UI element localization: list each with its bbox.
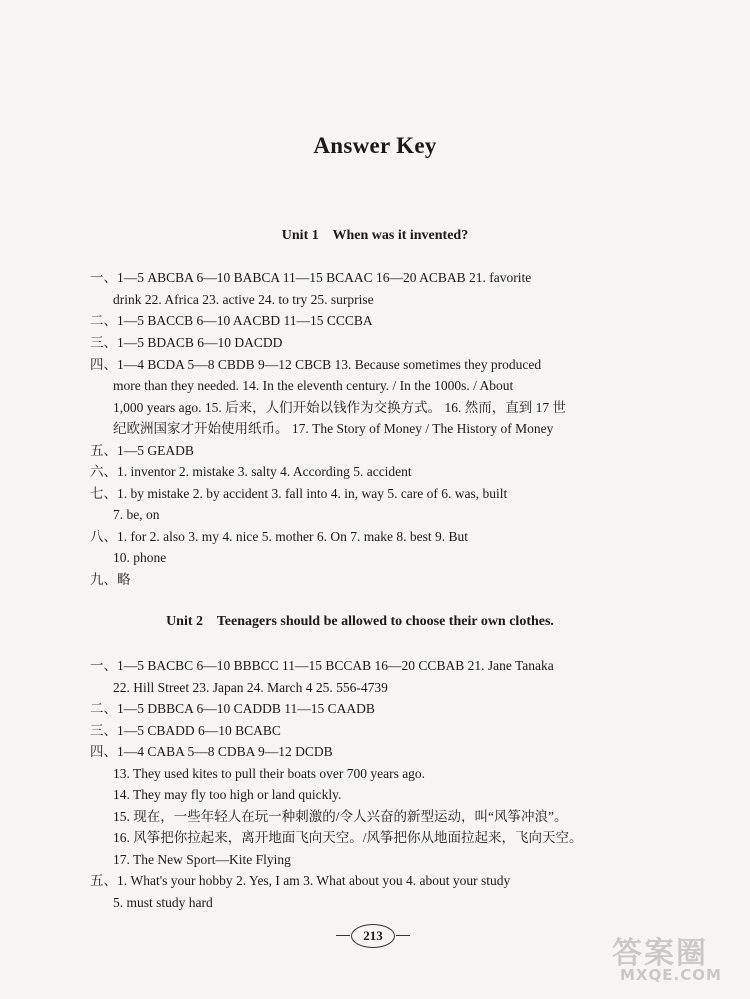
unit1-line: 二、1—5 BACCB 6—10 AACBD 11—15 CCCBA [90, 313, 373, 328]
unit2-line: 三、1—5 CBADD 6—10 BCABC [90, 723, 281, 738]
unit1-line: more than they needed. 14. In the eleventh century. / In the 1000s. / About [113, 378, 514, 393]
unit1-line: 九、略 [90, 572, 131, 587]
unit1-line: 一、1—5 ABCBA 6—10 BABCA 11—15 BCAAC 16—20 ACBAB 21. favorite [90, 270, 532, 285]
unit1-line: 七、1. by mistake 2. by accident 3. fall into 4. in, way 5. care of 6. was, built [90, 486, 508, 501]
unit2-line: 5. must study hard [113, 895, 213, 910]
page-number: 213 [351, 924, 395, 948]
watermark-url: MXQE.COM [620, 966, 722, 984]
unit1-line: 四、1—4 BCDA 5—8 CBDB 9—12 CBCB 13. Because sometimes they produced [90, 357, 542, 372]
unit1-line: 三、1—5 BDACB 6—10 DACDD [90, 335, 283, 350]
unit1-line: 10. phone [113, 550, 167, 565]
watermark-logo [612, 928, 737, 988]
unit2-line: 17. The New Sport—Kite Flying [113, 852, 291, 867]
unit2-line: 13. They used kites to pull their boats over 700 years ago. [113, 766, 426, 781]
unit1-line: 纪欧洲国家才开始使用纸币。 17. The Story of Money / The History of Money [113, 421, 554, 436]
unit1-line: drink 22. Africa 23. active 24. to try 25. surprise [113, 292, 374, 307]
page-title: Answer Key [313, 133, 437, 158]
unit2-line: 五、1. What's your hobby 2. Yes, I am 3. What about you 4. about your study [90, 873, 511, 888]
unit2-line: 14. They may fly too high or land quickly. [113, 787, 342, 802]
unit2-line: 16. 风筝把你拉起来，离开地面飞向天空。/风筝把你从地面拉起来，飞向天空。 [113, 830, 583, 845]
unit1-line: 五、1—5 GEADB [90, 443, 194, 458]
unit2-line: 四、1—4 CABA 5—8 CDBA 9—12 DCDB [90, 744, 333, 759]
unit-2-heading: Unit 2 Teenagers should be allowed to choose their own clothes. [166, 614, 554, 629]
unit2-line: 二、1—5 DBBCA 6—10 CADDB 11—15 CAADB [90, 701, 375, 716]
unit1-line: 八、1. for 2. also 3. my 4. nice 5. mother 6. On 7. make 8. best 9. But [90, 529, 468, 544]
unit2-line: 一、1—5 BACBC 6—10 BBBCC 11—15 BCCAB 16—20 CCBAB 21. Jane Tanaka [90, 658, 554, 673]
watermark-glyphs: 答案圈 [612, 936, 708, 971]
unit2-line: 22. Hill Street 23. Japan 24. March 4 25. 556-4739 [113, 680, 388, 695]
unit1-line: 六、1. inventor 2. mistake 3. salty 4. According 5. accident [90, 464, 412, 479]
unit1-line: 7. be, on [113, 507, 160, 522]
unit-1-heading: Unit 1 When was it invented? [281, 228, 469, 243]
unit2-line: 15. 现在，一些年轻人在玩一种刺激的/令人兴奋的新型运动，叫“风筝冲浪”。 [113, 809, 568, 824]
unit1-line: 1,000 years ago. 15. 后来，人们开始以钱作为交换方式。 16. 然而，直到 17 世 [113, 400, 566, 415]
